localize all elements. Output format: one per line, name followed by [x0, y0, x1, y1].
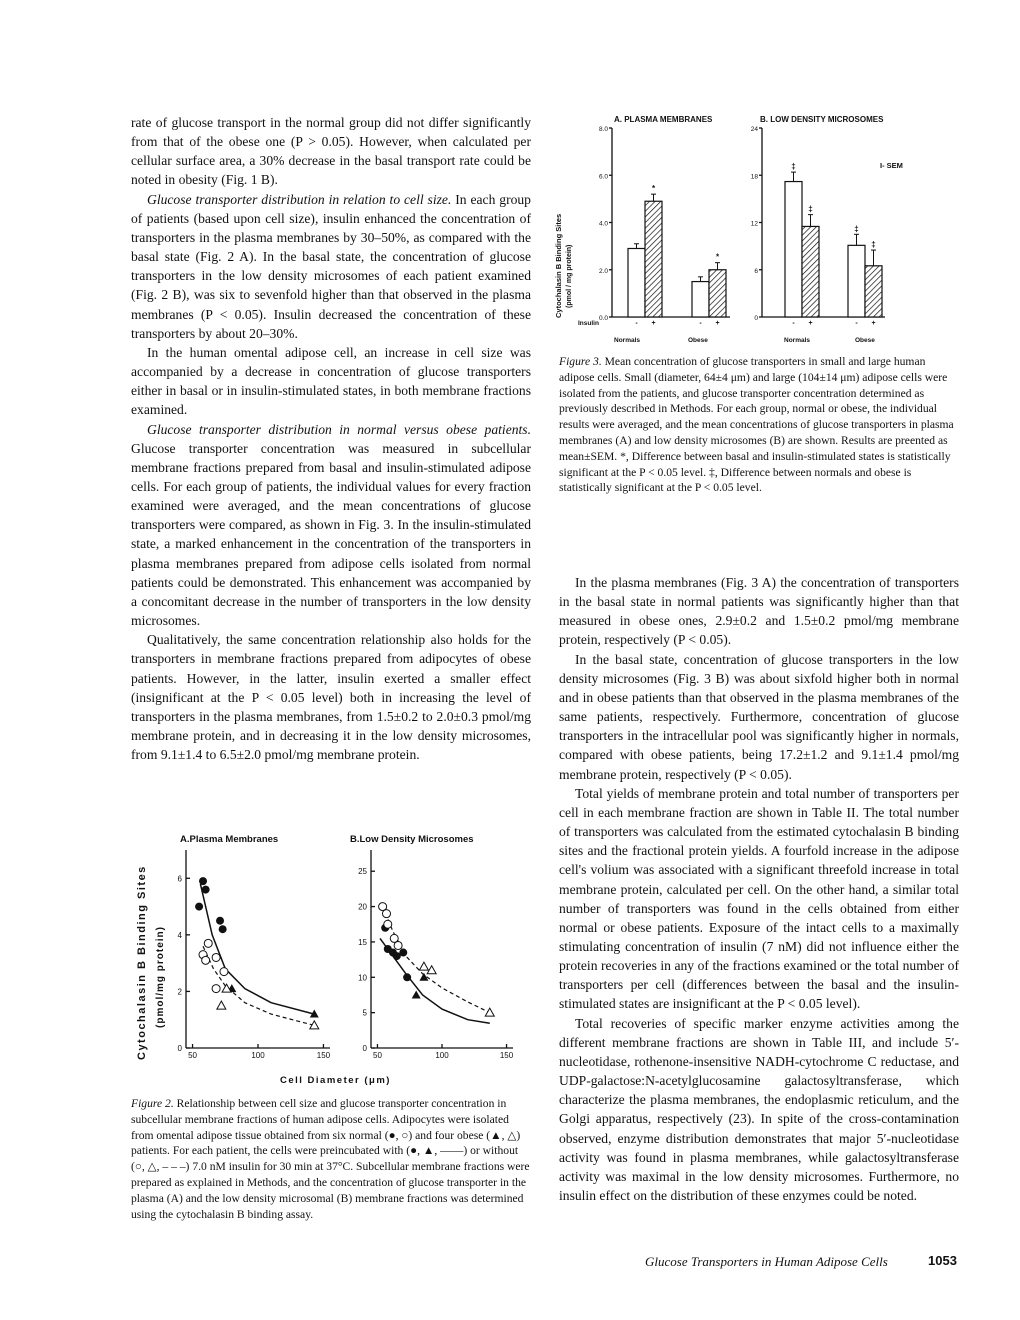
left-column: [131, 113, 531, 764]
fig3-insulin-mark: +: [871, 320, 876, 327]
fig2-point-normal-insulin: [399, 949, 407, 957]
fig2-point-normal-insulin: [403, 973, 411, 981]
fig2-point-obese-basal: [217, 1001, 226, 1009]
fig3-group-normals-b: Normals: [784, 337, 811, 344]
fig3-bars: [628, 162, 882, 317]
caption-label: Figure 2.: [131, 1097, 174, 1110]
fig2-panel-b: [358, 850, 514, 1060]
fig2-y-tick-label: 15: [358, 937, 367, 947]
fig2-point-obese-basal: [419, 962, 428, 970]
fig2-point-normal-insulin: [195, 903, 203, 911]
running-title: Glucose Transporters in Human Adipose Cells: [645, 1254, 888, 1269]
fig2-xlabel: Cell Diameter (μm): [280, 1075, 391, 1086]
fig2-y-tick-label: 2: [177, 987, 182, 997]
fig3-group-normals-a: Normals: [614, 337, 641, 344]
fig3-y-tick-label: 4.0: [598, 220, 608, 228]
fig2-y-tick-label: 4: [177, 930, 182, 940]
fig3-bar-basal: [628, 248, 645, 317]
fig2-point-normal-insulin: [216, 917, 224, 925]
fig3-bar-basal: [785, 182, 802, 317]
fig3-sig-dagger: ‡: [808, 204, 813, 214]
fig3-y-tick-label: 0.0: [598, 315, 608, 322]
paragraph: Total yields of membrane protein and total number of transporters per cell in each membrane fraction are shown in Table II. The total number of transporters was calculated from the estimated cytochalasin B binding sites and the fractional protein yields. A fourfold increase in the adipose cell's volium was associated with a significant threefold increase in total membrane protein, calculated per cell. On the other hand, a similar total number of transporters was found in the cells obtained from either normal or obese patients. Exposure of the intact cells to a maximally stimulating concentration of insulin (7 nM) did not influence either the protein recoveries in any of the fractions examined or the total number of transporters per cell (differences between the basal and the insulin-stimulated states are insignificant at the P < 0.05 level).: [559, 785, 959, 1012]
fig2-x-tick-label: 50: [188, 1051, 197, 1060]
fig2-y-tick-label: 6: [177, 874, 182, 884]
fig3-insulin-mark: +: [808, 320, 813, 327]
paragraph: In the plasma membranes (Fig. 3 A) the concentration of transporters in the basal state in normal patients was significantly higher than that measured in obese ones, 2.9±0.2 and 1.5±0.2 pmol/mg membrane protein, respectively (P < 0.05).: [559, 575, 959, 648]
fig2-point-normal-basal: [382, 910, 390, 918]
right-column: [559, 573, 959, 1205]
section-heading: Glucose transporter distribution in normal versus obese patients.: [147, 421, 531, 437]
fig3-y-tick-label: 6.0: [598, 173, 608, 181]
fig2-point-normal-basal: [384, 920, 392, 928]
fig2-point-normal-basal: [212, 953, 220, 961]
fig2-fit-line-insulin: [200, 884, 314, 1014]
fig3-bar-insulin: [645, 201, 662, 317]
fig2-x-tick-label: 150: [499, 1051, 514, 1060]
paragraph-text: Glucose transporter concentration was measured in subcellular membrane fractions prepared from basal and insulin-stimulated adipose cells. For each group of patients, the individual values for every fraction examined were averaged, and the mean concentrations of glucose transporters were compared, as shown in Fig. 3. In the insulin-stimulated state, a marked enhancement in the concentration of the transporters in plasma membranes prepared from adipose cells isolated from normal patients could be demonstrated. This enhancement was accompanied by a concomitant decrease in the number of transporters in the low density microsomes.: [131, 440, 531, 629]
fig3-y-tick-label: 18: [750, 173, 758, 181]
fig3-y-tick-label: 2.0: [598, 267, 608, 275]
fig2-point-normal-basal: [394, 941, 402, 949]
section-heading: Glucose transporter distribution in relation to cell size.: [147, 191, 452, 207]
fig3-y-tick-label: 8.0: [598, 126, 608, 133]
fig3-sig-star: *: [651, 184, 656, 194]
fig2-point-obese-basal: [485, 1008, 494, 1016]
fig3-legend: I- SEM: [880, 161, 903, 170]
fig2-point-normal-insulin: [202, 886, 210, 894]
caption-text: Mean concentration of glucose transporters in small and large human adipose cells. Small (diameter, 64±4 μm) and large (104±14 μm) adipose cells were isolated from the patients, and glucose transporter concentration determined as previously described in Methods. For each group, normal or obese, the individual results were averaged, and the mean concentrations of glucose transporters in plasma membranes (A) and low density microsomes (B) are shown. Results are preented as mean±SEM. *, Difference between basal and insulin-stimulated states is statistically significant at the P < 0.05 level. ‡, Difference between normals and obese is statistically significant at the P < 0.05 level.: [559, 355, 954, 495]
fig2-y-tick-label: 0: [362, 1044, 367, 1053]
fig2-point-normal-basal: [204, 939, 212, 947]
fig2-point-normal-basal: [220, 968, 228, 976]
paragraph: Total recoveries of specific marker enzyme activities among the different membrane fractions are shown in Table III, and include 5′-nucleotidase, rothenone-insensitive NADH-cytochrome C reductase, and UDP-galactose:N-acetylglucosamine galactosyltransferase, which characterize the plasma membranes, the endoplasmic reticulum, and the Golgi apparatus, respectively (23). In spite of the cross-contamination observed, enzyme distribution demonstrates that major 5′-nucleotidase activity was found in plasma membranes, while galactosyltransferase activity was maximal in the low density microsomes. Furthermore, no insulin effect on the distribution of these enzymes could be noted.: [559, 1015, 959, 1203]
fig3-ylabel-units: (pmol / mg protein): [566, 244, 573, 308]
fig3-bar-basal: [692, 282, 709, 317]
paragraph: [131, 420, 531, 631]
paragraph-text: In each group of patients (based upon cell size), insulin enhanced the concentration of transporters in the plasma membranes by 30–50%, as compared with the basal state (Fig. 2 A). In the basal state, the concentration of glucose transporters in the low density microsomes of each patient examined (Fig. 2 B), was six to sevenfold higher than that observed in the plasma membranes (P < 0.05). Insulin decreased the concentration of these transporters by about 20–30%.: [131, 191, 531, 341]
caption-label: Figure 3.: [559, 355, 602, 368]
fig3-bar-basal: [848, 245, 865, 317]
fig2-point-normal-insulin: [199, 877, 207, 885]
fig3-panel-b-title: B. LOW DENSITY MICROSOMES: [760, 115, 884, 124]
fig3-y-tick-label: 0: [754, 315, 758, 322]
fig3-insulin-mark: -: [635, 320, 638, 327]
fig3-insulin-mark: -: [855, 320, 858, 327]
fig2-point-normal-basal: [212, 985, 220, 993]
paragraph: [131, 190, 531, 343]
fig2-y-tick-label: 5: [362, 1008, 367, 1018]
fig3-insulin-mark: +: [715, 320, 720, 327]
fig2-y-tick-label: 25: [358, 867, 367, 877]
fig3-group-obese-a: Obese: [688, 337, 708, 344]
fig2-panel-a-title: A.Plasma Membranes: [180, 834, 279, 845]
figure-2-chart: [128, 828, 538, 1090]
fig3-sig-star: *: [715, 252, 720, 262]
fig2-point-normal-insulin: [219, 925, 227, 933]
fig3-panel-a-title: A. PLASMA MEMBRANES: [614, 115, 713, 124]
fig2-x-tick-label: 100: [435, 1051, 449, 1060]
paragraph: rate of glucose transport in the normal group did not differ significantly from that of the obese one (P > 0.05). However, when calculated per cellular surface area, a 30% decrease in the basal transport rate could be noted in obesity (Fig. 1 B).: [131, 115, 531, 188]
fig3-y-tick-label: 6: [754, 267, 758, 275]
fig3-y-tick-label: 24: [750, 126, 758, 133]
fig2-ylabel-units: (pmol/mg protein): [155, 926, 166, 1028]
fig2-x-tick-label: 100: [251, 1051, 265, 1060]
paragraph: In the human omental adipose cell, an increase in cell size was accompanied by a decrease in concentration of glucose transporters either in basal or in insulin-stimulated states, in both membrane fractions examined.: [131, 344, 531, 418]
fig3-bar-insulin: [802, 226, 819, 317]
figure-3-chart: [550, 108, 970, 348]
fig3-sig-dagger: ‡: [871, 240, 876, 250]
fig2-ylabel: Cytochalasin B Binding Sites: [136, 865, 148, 1060]
fig3-y-tick-label: 12: [750, 220, 758, 228]
paragraph: Qualitatively, the same concentration relationship also holds for the transporters in membrane fractions prepared from adipocytes of obese patients. However, in the latter, insulin exerted a smaller effect (insignificant at the P < 0.05 level) both in increasing the level of transporters in the plasma membranes, from 1.5±0.2 to 2.0±0.3 pmol/mg membrane protein, and in decreasing it in the low density microsomes, from 9.1±1.4 to 6.5±2.0 pmol/mg membrane protein.: [131, 632, 531, 763]
fig3-bar-insulin: [709, 270, 726, 317]
fig2-x-tick-label: 150: [316, 1051, 331, 1060]
fig3-insulin-label: Insulin: [578, 320, 599, 327]
fig3-insulin-mark: +: [651, 320, 656, 327]
fig3-group-obese-b: Obese: [855, 337, 875, 344]
fig2-panel-a: [178, 850, 331, 1060]
fig3-sig-dagger: ‡: [791, 162, 796, 172]
fig3-insulin-mark: -: [699, 320, 702, 327]
paragraph: In the basal state, concentration of glucose transporters in the low density microsomes (Fig. 3 B) was about sixfold higher both in normal and in obese patients than that observed in the plasma membranes of the same patients, respectively. Furthermore, concentration of glucose transporters in the intracellular pool was significantly higher in normals, compared with obese patients, being 17.2±1.2 and 9.1±1.4 pmol/mg membrane protein, respectively (P < 0.05).: [559, 651, 959, 782]
figure-2-caption: [131, 1096, 531, 1222]
fig3-sig-dagger: ‡: [854, 224, 859, 234]
page-number: 1053: [928, 1253, 957, 1268]
caption-text: Relationship between cell size and glucose transporter concentration in subcellular membrane fractions of human adipose cells. Adipocytes were isolated from omental adipose tissue obtained from six normal (●, ○) and four obese (▲, △) patients. For each patient, the cells were preincubated with (●, ▲, ——) or without (○, △, – – –) 7.0 nM insulin for 30 min at 37°C. Subcellular membrane fractions were prepared as explained in Methods, and the concentration of glucose transporter in the plasma (A) and the low density microsomal (B) membrane fractions was determined using the cytochalasin B binding assay.: [131, 1097, 530, 1221]
fig3-bar-insulin: [865, 266, 882, 317]
fig3-insulin-mark: -: [792, 320, 795, 327]
fig2-panel-b-title: B.Low Density Microsomes: [350, 834, 474, 845]
fig2-y-tick-label: 20: [358, 902, 367, 912]
fig2-y-tick-label: 0: [177, 1044, 182, 1053]
fig3-ylabel: Cytochalasin B Binding Sites: [554, 213, 563, 318]
fig2-x-tick-label: 50: [373, 1051, 382, 1060]
fig2-point-normal-basal: [202, 956, 210, 964]
figure-3-caption: [559, 354, 959, 496]
fig2-y-tick-label: 10: [358, 973, 367, 983]
